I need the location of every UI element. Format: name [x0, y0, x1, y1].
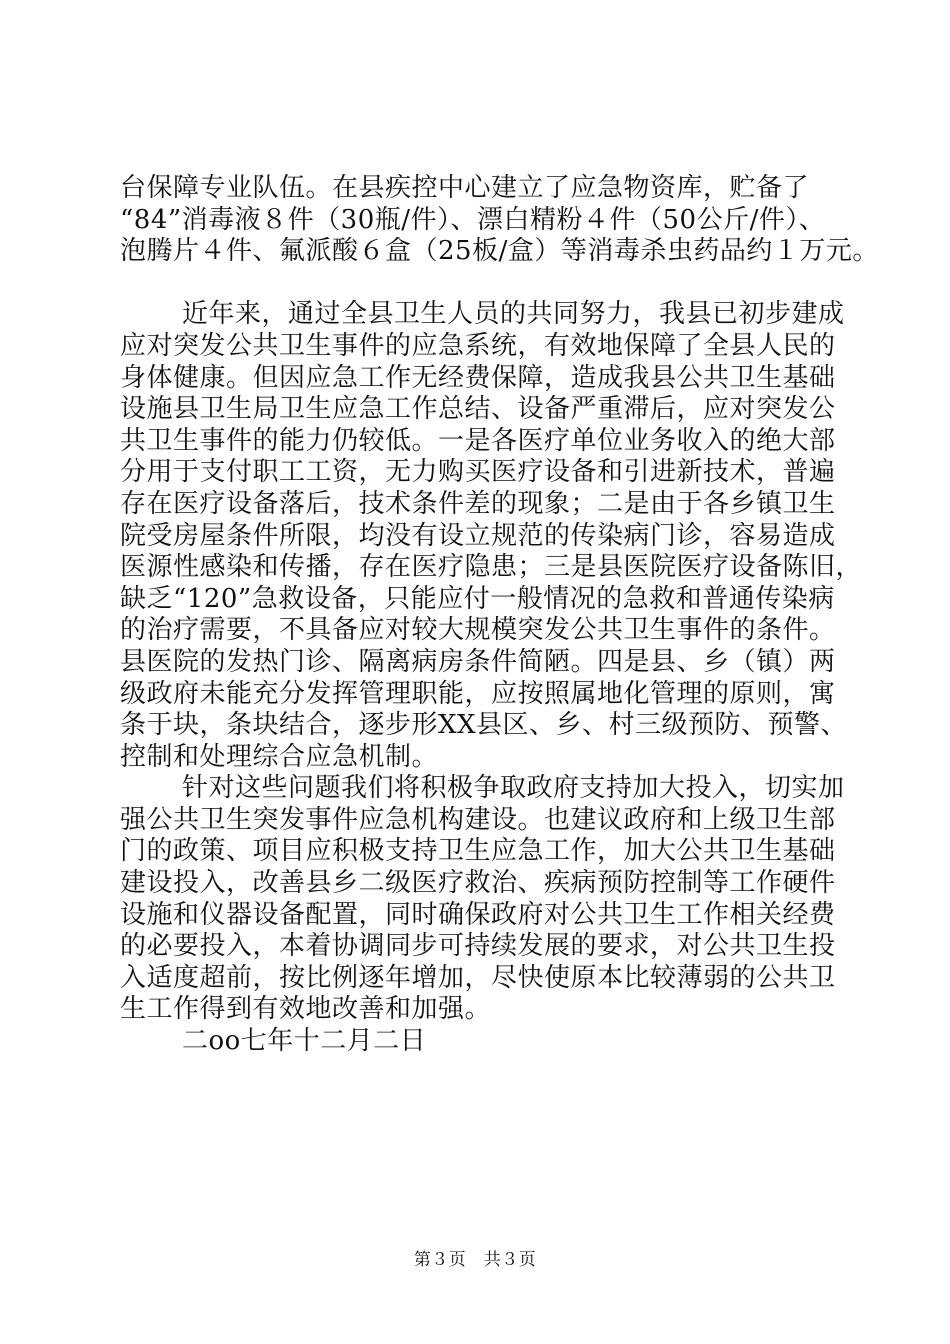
- text-line: 共卫生事件的能力仍较低。一是各医疗单位业务收入的绝大部: [120, 425, 836, 456]
- text-line: 入适度超前，按比例逐年增加，尽快使原本比较薄弱的公共卫: [120, 962, 836, 993]
- text-line: 控制和处理综合应急机制。: [120, 741, 439, 772]
- text-line: 泡腾片４件、氟派酸６盒（25板/盒）等消毒杀虫药品约１万元。: [120, 236, 879, 267]
- paragraph-first-line: 近年来，通过全县卫生人员的共同努力，我县已初步建成: [182, 299, 845, 330]
- paragraph-first-line: 针对这些问题我们将积极争取政府支持加大投入，切实加: [182, 773, 845, 804]
- text-line: 强公共卫生突发事件应急机构建设。也建议政府和上级卫生部: [120, 804, 836, 835]
- text-line: 院受房屋条件所限，均没有设立规范的传染病门诊，容易造成: [120, 520, 836, 551]
- text-line: 设施和仪器设备配置，同时确保政府对公共卫生工作相关经费: [120, 899, 836, 930]
- text-line: 生工作得到有效地改善和加强。: [120, 994, 492, 1025]
- text-line: 应对突发公共卫生事件的应急系统，有效地保障了全县人民的: [120, 330, 836, 361]
- paragraph-gap: [120, 268, 832, 300]
- document-body: [120, 173, 879, 1058]
- text-line: 设施县卫生局卫生应急工作总结、设备严重滞后，应对突发公: [120, 394, 836, 425]
- text-line: 门的政策、项目应积极支持卫生应急工作，加大公共卫生基础: [120, 836, 836, 867]
- page-footer: 第３页 共３页: [413, 1250, 537, 1270]
- text-line: 的治疗需要，不具备应对较大规模突发公共卫生事件的条件。: [120, 615, 836, 646]
- text-line: 缺乏“120”急救设备，只能应付一般情况的急救和普通传染病: [120, 583, 835, 614]
- text-line: 存在医疗设备落后，技术条件差的现象；二是由于各乡镇卫生: [120, 488, 836, 519]
- text-line: 县医院的发热门诊、隔离病房条件简陋。四是县、乡（镇）两: [120, 646, 836, 677]
- text-line: 台保障专业队伍。在县疾控中心建立了应急物资库，贮备了: [120, 173, 810, 203]
- text-line: 身体健康。但因应急工作无经费保障，造成我县公共卫生基础: [120, 362, 836, 393]
- text-line: 条于块，条块结合，逐步形XX县区、乡、村三级预防、预警、: [120, 710, 848, 741]
- text-line: 的必要投入，本着协调同步可持续发展的要求，对公共卫生投: [120, 931, 836, 962]
- text-line: 分用于支付职工工资，无力购买医疗设备和引进新技术，普遍: [120, 457, 836, 488]
- text-line: 医源性感染和传播，存在医疗隐患；三是县医院医疗设备陈旧，: [120, 552, 863, 583]
- text-line: 级政府未能充分发挥管理职能，应按照属地化管理的原则，寓: [120, 678, 836, 709]
- document-date: 二oo七年十二月二日: [182, 1026, 427, 1057]
- text-line: 建设投入，改善县乡二级医疗救治、疾病预防控制等工作硬件: [120, 868, 836, 899]
- text-line: “84”消毒液８件（30瓶/件）、漂白精粉４件（50公斤/件）、: [120, 204, 826, 235]
